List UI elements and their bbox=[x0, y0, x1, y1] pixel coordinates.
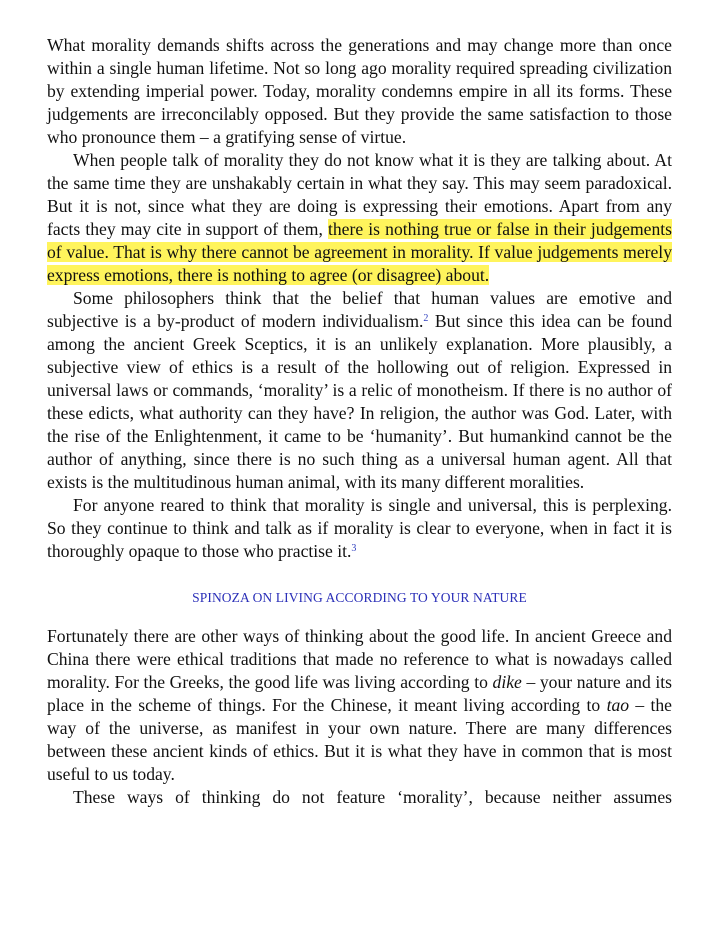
footnote-ref-2[interactable]: 2 bbox=[423, 313, 429, 324]
paragraph-2-text: When people talk of morality they do not know what it is they are talking about. At the same time they are unshakably certain in what they say. This may seem paradoxical. But it is not, since what they are doing is expressing their emotions. Apart from any facts they may cite in support of them, bbox=[47, 150, 672, 239]
page-content bbox=[47, 34, 672, 809]
section-heading: SPINOZA ON LIVING ACCORDING TO YOUR NATURE bbox=[192, 590, 527, 605]
section-paragraph-2-text: These ways of thinking do not feature ‘morality’, because neither assumes bbox=[73, 787, 672, 807]
footnote-ref-3[interactable]: 3 bbox=[351, 543, 357, 554]
paragraph-1 bbox=[47, 34, 672, 149]
section-paragraph-1-text-b: – your nature and its place in the scheme of things. For the Chinese, it meant living according to bbox=[47, 672, 672, 715]
paragraph-3 bbox=[47, 287, 672, 494]
section-paragraph-2 bbox=[47, 786, 672, 809]
paragraph-1-text: What morality demands shifts across the generations and may change more than once within a single human lifetime. Not so long ago morality required spreading civilization by extending imperial power. Today, morality condemns empire in all its forms. These judgements are irreconcilably opposed. But they provide the same satisfaction to those who pronounce them – a gratifying sense of virtue. bbox=[47, 35, 672, 147]
term-tao: tao bbox=[606, 695, 630, 715]
highlighted-passage[interactable]: there is nothing true or false in their judgements of value. That is why there cannot be agreement in morality. If value judgements merely express emotions, there is nothing to agree (or disagree) about. bbox=[47, 219, 672, 285]
paragraph-4-text: For anyone reared to think that morality is single and universal, this is perplexing. So they continue to think and talk as if morality is clear to everyone, when in fact it is thoroughly opaque to those who practise it. bbox=[47, 495, 672, 561]
term-dike: dike bbox=[492, 672, 522, 692]
paragraph-4 bbox=[47, 494, 672, 563]
paragraph-3-text-start: Some philosophers think that the belief that human values are emotive and subjective is a by-product of modern individualism. bbox=[47, 288, 672, 331]
paragraph-2 bbox=[47, 149, 672, 287]
paragraph-3-text-end: But since this idea can be found among the ancient Greek Sceptics, it is an unlikely explanation. More plausibly, a subjective view of ethics is a result of the hollowing out of religion. Expressed in universal laws or commands, ‘morality’ is a relic of monotheism. If there is no author of these edicts, what authority can they have? In religion, the author was God. Later, with the rise of the Enlightenment, it came to be ‘humanity’. But humankind cannot be the author of anything, since there is no such thing as a universal human agent. All that exists is the multitudinous human animal, with its many different moralities. bbox=[47, 311, 672, 492]
section-paragraph-1-text-a: Fortunately there are other ways of thinking about the good life. In ancient Greece and China there were ethical traditions that made no reference to what is nowadays called morality. For the Greeks, the good life was living according to bbox=[47, 626, 672, 692]
section-paragraph-1 bbox=[47, 625, 672, 786]
section-paragraph-1-text-c: – the way of the universe, as manifest in your own nature. There are many differences between these ancient kinds of ethics. But it is what they have in common that is most useful to us today. bbox=[47, 695, 672, 784]
